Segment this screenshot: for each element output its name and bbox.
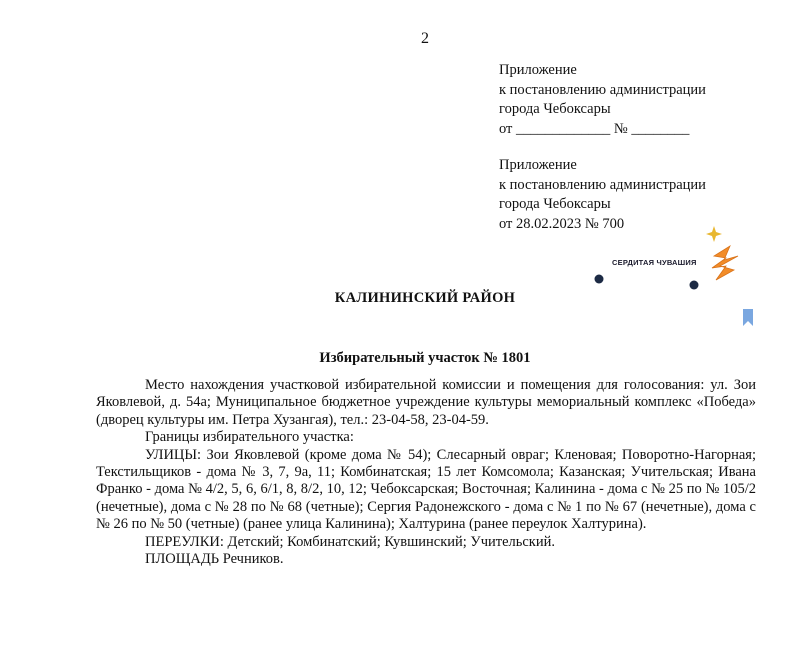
annex-resolution-line: к постановлению администрации (499, 176, 706, 193)
annex-block-blank (499, 61, 706, 139)
sparkle-logo-icon (590, 222, 750, 292)
precinct-title: Избирательный участок № 1801 (319, 350, 531, 366)
precinct-borders-heading: Границы избирательного участка: (145, 429, 354, 446)
precinct-description (96, 377, 756, 568)
precinct-streets: УЛИЦЫ: Зои Яковлевой (кроме дома № 54); Слесарный овраг; Кленовая; Поворотно-Нагорная; Текстильщиков - дома № 3, 7, 9а, 11; Комбинатская; 15 лет Комсомола; Казанская; Учительская; Ивана Франко - дома № 4/2, 5, 6, 6/1, 8, 8/2, 10, 12; Чебоксарская; Восточная; Калинина - дома с № 25 по № 105/2 (нечетные), дома с № 28 по № 68 (четные); Сергия Радонежского - дома с № 1 по № 67 (нечетные), дома с № 26 по № 50 (четные) (ранее улица Калинина); Халтурина (ранее переулок Халтурина). (96, 446, 756, 533)
precinct-square: ПЛОЩАДЬ Речников. (145, 551, 284, 568)
dot-icon (595, 275, 604, 284)
annex-date-number-line: от _____________ № ________ (499, 120, 690, 137)
dot-icon (690, 281, 699, 290)
district-title: КАЛИНИНСКИЙ РАЙОН (334, 290, 516, 306)
annex-heading: Приложение (499, 62, 577, 78)
orange-burst-icon (712, 246, 738, 280)
annex-city-line: города Чебоксары (499, 101, 611, 117)
watermark-logo (590, 222, 750, 292)
precinct-lanes: ПЕРЕУЛКИ: Детский; Комбинатский; Кувшинский; Учительский. (145, 533, 555, 550)
bookmark-icon[interactable] (742, 309, 754, 327)
page-number: 2 (421, 30, 429, 47)
watermark-text: СЕРДИТАЯ ЧУВАШИЯ (612, 258, 697, 267)
annex-heading: Приложение (499, 157, 577, 173)
gold-star-icon (706, 226, 722, 242)
precinct-location: Место нахождения участковой избирательной комиссии и помещения для голосования: ул. Зои Яковлевой, д. 54а; Муниципальное бюджетное учреждение культуры мемориальный комплекс «Победа» (дворец культуры им. Петра Хузангая), тел.: 23-04-58, 23-04-59. (96, 377, 756, 428)
annex-date-number-line: от 28.02.2023 № 700 (499, 215, 625, 232)
annex-city-line: города Чебоксары (499, 196, 611, 212)
annex-resolution-line: к постановлению администрации (499, 81, 706, 98)
